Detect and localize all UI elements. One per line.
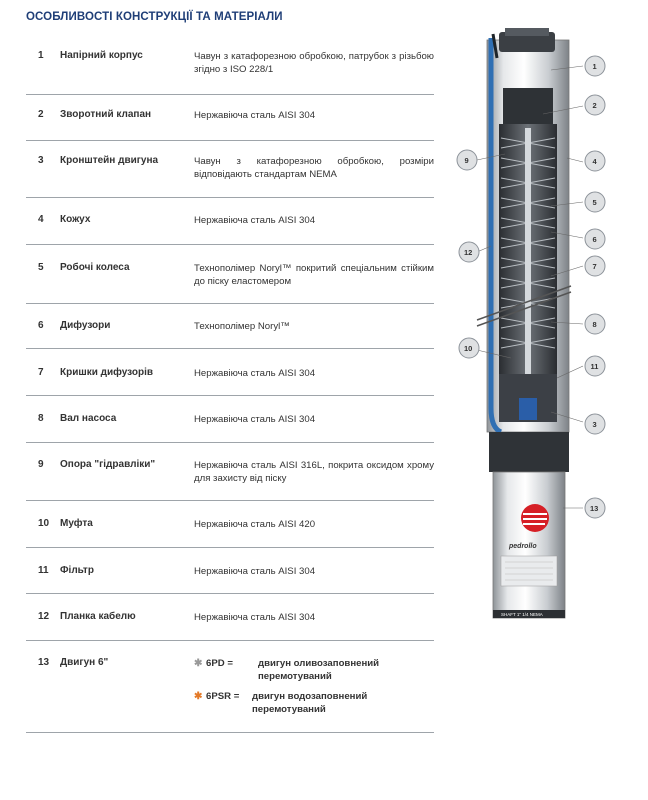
nameplate-shape (501, 556, 557, 586)
svg-text:13: 13 (590, 504, 599, 513)
component-name: Вал насоса (60, 413, 117, 424)
svg-text:3: 3 (592, 420, 597, 429)
component-material: Нержавіюча сталь AISI 304 (194, 566, 316, 577)
component-material: Чавун з катафорезною обробкою, розміри відповідають стандартам NEMA (194, 156, 434, 180)
component-name: Робочі колеса (60, 262, 130, 273)
page-title: ОСОБЛИВОСТІ КОНСТРУКЦІЇ ТА МАТЕРІАЛИ (26, 11, 283, 23)
component-material: Нержавіюча сталь AISI 304 (194, 612, 316, 623)
svg-text:6: 6 (592, 235, 597, 244)
row-number: 2 (38, 109, 44, 120)
row-number: 11 (38, 565, 49, 576)
callout-7 (585, 256, 605, 276)
callout-5 (585, 192, 605, 212)
row-number: 12 (38, 611, 50, 622)
svg-text:7: 7 (592, 262, 597, 271)
row-number: 3 (38, 155, 44, 166)
component-material: Нержавіюча сталь AISI 304 (194, 110, 316, 121)
callout-6 (585, 229, 605, 249)
callout-13 (585, 498, 605, 518)
motor-option (194, 690, 434, 716)
component-name: Двигун 6" (60, 657, 109, 668)
row-number: 8 (38, 413, 44, 424)
callout-4 (585, 151, 605, 171)
svg-text:5: 5 (592, 198, 597, 207)
component-name: Дифузори (60, 320, 111, 331)
callout-2 (585, 95, 605, 115)
svg-text:2: 2 (592, 101, 597, 110)
table-row (26, 459, 434, 501)
brand-label: pedrollo (509, 543, 537, 550)
component-name: Фільтр (60, 565, 94, 576)
callout-10 (459, 338, 479, 358)
callout-8 (585, 314, 605, 334)
row-number: 4 (38, 214, 44, 225)
svg-text:1: 1 (592, 62, 597, 71)
component-name: Напірний корпус (60, 50, 143, 61)
table-row (26, 611, 434, 641)
table-row (26, 413, 434, 443)
component-name: Кронштейн двигуна (60, 155, 159, 166)
table-row (26, 320, 434, 349)
table-row (26, 214, 434, 245)
callout-1 (585, 56, 605, 76)
row-number: 7 (38, 367, 44, 378)
callout-9 (457, 150, 477, 170)
table-row (26, 367, 434, 396)
component-name: Кожух (60, 214, 91, 225)
coupling-shape (519, 398, 537, 420)
component-material: Нержавіюча сталь AISI 420 (194, 519, 316, 530)
table-row (26, 565, 434, 594)
callout-12 (459, 242, 479, 262)
row-number: 1 (38, 50, 44, 61)
row-number: 13 (38, 657, 50, 668)
svg-text:12: 12 (464, 248, 473, 257)
motor-option (194, 657, 434, 683)
svg-text:10: 10 (464, 344, 473, 353)
asterisk-icon: ✱ (194, 691, 203, 702)
motor-options (194, 657, 434, 723)
component-material: Нержавіюча сталь AISI 304 (194, 414, 316, 425)
svg-text:8: 8 (592, 320, 597, 329)
component-material: Нержавіюча сталь AISI 304 (194, 215, 316, 226)
component-material: Нержавіюча сталь AISI 316L, покрита оксидом хрому для захисту від піску (194, 460, 434, 484)
component-name: Опора "гідравліки" (60, 459, 156, 470)
check-valve-shape (503, 88, 553, 124)
row-number: 5 (38, 262, 44, 273)
table-row (26, 518, 434, 548)
callout-3 (585, 414, 605, 434)
motor-code: 6PSR = (206, 691, 240, 702)
component-material: Технополімер Noryl™ (194, 321, 290, 332)
component-name: Планка кабелю (60, 611, 136, 622)
component-material: Чавун з катафорезною обробкою, патрубок з різьбою згідно з ISO 228/1 (194, 51, 434, 75)
table-row (26, 657, 434, 733)
table-row (26, 262, 434, 304)
motor-bracket-shape (489, 432, 569, 472)
row-number: 9 (38, 459, 44, 470)
row-number: 6 (38, 320, 44, 331)
svg-text:4: 4 (592, 157, 597, 166)
component-material: Технополімер Noryl™ покритий спеціальним стійким до піску еластомером (194, 263, 434, 287)
table-row (26, 50, 434, 95)
table-row (26, 155, 434, 198)
component-material: Нержавіюча сталь AISI 304 (194, 368, 316, 379)
plate-text: SHAFT 1" 1/4 NEMA (501, 612, 543, 617)
svg-text:11: 11 (590, 362, 599, 371)
motor-description: двигун оливозаповнений перемотуваний (258, 658, 380, 682)
pump-cutaway-illustration (455, 28, 615, 633)
component-name: Муфта (60, 518, 93, 529)
table-row (26, 109, 434, 141)
svg-text:9: 9 (464, 156, 469, 165)
discharge-outlet-shape (505, 28, 549, 36)
asterisk-icon: ✱ (194, 658, 203, 669)
callout-11 (585, 356, 605, 376)
row-number: 10 (38, 518, 50, 529)
component-name: Зворотний клапан (60, 109, 152, 120)
motor-description: двигун водозаповнений перемотуваний (252, 691, 368, 715)
component-name: Кришки дифузорів (60, 367, 154, 378)
motor-code: 6PD = (206, 658, 233, 669)
